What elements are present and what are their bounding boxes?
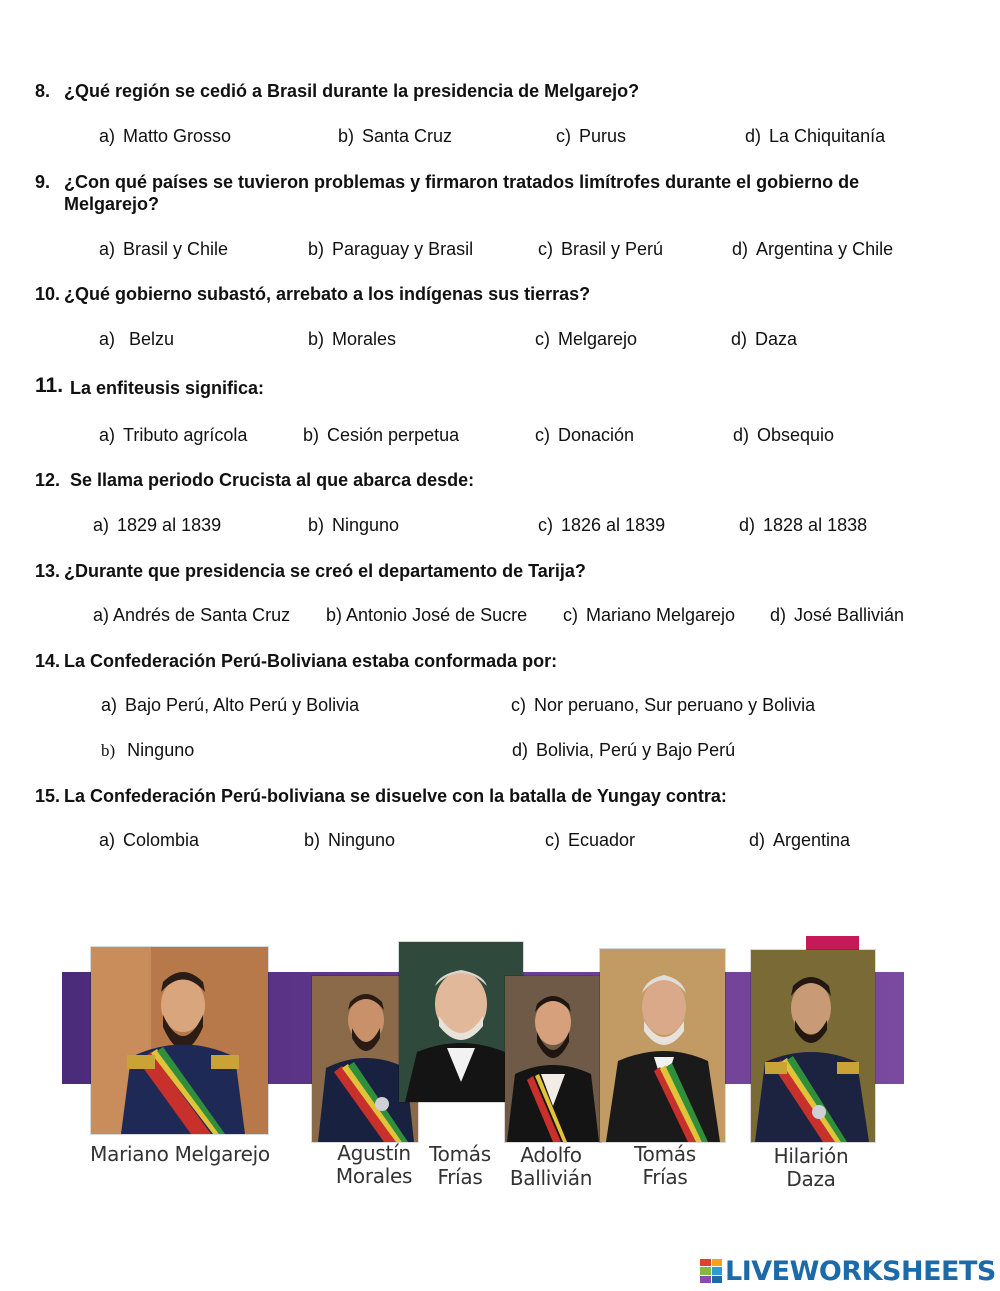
option-12a[interactable]: a) 1829 al 1839 <box>93 515 222 535</box>
liveworksheets-logo-icon <box>700 1259 722 1283</box>
question-text: ¿Qué región se cedió a Brasil durante la presidencia de Melgarejo? <box>64 81 640 101</box>
question-number: 11. <box>35 374 64 397</box>
question-text: ¿Qué gobierno subastó, arrebato a los indígenas sus tierras? <box>64 284 591 304</box>
liveworksheets-logo-text: LIVEWORKSHEETS <box>725 1255 996 1287</box>
option-9a[interactable]: a) Brasil y Chile <box>99 239 229 259</box>
option-14b[interactable]: b) Ninguno <box>101 740 195 760</box>
question-number: 8. <box>35 81 51 101</box>
option-8d[interactable]: d) La Chiquitanía <box>745 126 886 146</box>
option-15b[interactable]: b) Ninguno <box>304 830 396 850</box>
question-number: 9. <box>35 172 51 192</box>
option-13a[interactable]: a) Andrés de Santa Cruz <box>93 605 291 625</box>
caption-mariano-melgarejo: Mariano Melgarejo <box>90 1142 270 1166</box>
question-number: 13. <box>35 561 61 581</box>
option-10c[interactable]: c) Melgarejo <box>535 329 638 349</box>
option-12d[interactable]: d) 1828 al 1838 <box>739 515 868 535</box>
option-15a[interactable]: a) Colombia <box>99 830 200 850</box>
question-number: 10. <box>35 284 61 304</box>
question-text: ¿Durante que presidencia se creó el departamento de Tarija? <box>64 561 586 581</box>
caption-adolfo-ballivian: Adolfo Ballivián <box>509 1143 593 1190</box>
portrait-tomas-frias-2 <box>600 949 725 1142</box>
question-text: La Confederación Perú-boliviana se disuelve con la batalla de Yungay contra: <box>64 786 727 806</box>
option-14a[interactable]: a) Bajo Perú, Alto Perú y Bolivia <box>101 695 360 715</box>
option-14c[interactable]: c) Nor peruano, Sur peruano y Bolivia <box>511 695 816 715</box>
question-number: 12. <box>35 470 61 490</box>
caption-tomas-frias-2: Tomás Frías <box>634 1142 696 1189</box>
liveworksheets-logo[interactable] <box>700 1256 996 1286</box>
option-8b[interactable]: b) Santa Cruz <box>338 126 453 146</box>
caption-agustin-morales: Agustín Morales <box>335 1141 413 1188</box>
caption-hilarion-daza: Hilarión Daza <box>773 1144 849 1191</box>
question-text: La Confederación Perú-Boliviana estaba conformada por: <box>64 651 558 671</box>
portrait-hilarion-daza <box>751 950 875 1142</box>
question-number: 14. <box>35 651 61 671</box>
caption-tomas-frias-1: Tomás Frías <box>429 1142 491 1189</box>
portrait-mariano-melgarejo <box>91 947 268 1134</box>
option-10a[interactable]: a) Belzu <box>99 329 175 349</box>
option-11a[interactable]: a) Tributo agrícola <box>99 425 248 445</box>
option-15c[interactable]: c) Ecuador <box>545 830 636 850</box>
question-number: 15. <box>35 786 61 806</box>
option-13b[interactable]: b) Antonio José de Sucre <box>326 605 528 625</box>
option-8c[interactable]: c) Purus <box>556 126 627 146</box>
option-10b[interactable]: b) Morales <box>308 329 397 349</box>
option-13c[interactable]: c) Mariano Melgarejo <box>563 605 736 625</box>
option-12b[interactable]: b) Ninguno <box>308 515 400 535</box>
question-text: Se llama periodo Crucista al que abarca desde: <box>70 470 475 490</box>
option-14d[interactable]: d) Bolivia, Perú y Bajo Perú <box>512 740 736 760</box>
option-11b[interactable]: b) Cesión perpetua <box>303 425 460 445</box>
option-9c[interactable]: c) Brasil y Perú <box>538 239 664 259</box>
question-text: ¿Con qué países se tuvieron problemas y firmaron tratados limítrofes durante el gobierno de Melgarejo? <box>64 172 860 214</box>
option-10d[interactable]: d) Daza <box>731 329 798 349</box>
option-11d[interactable]: d) Obsequio <box>733 425 835 445</box>
option-9d[interactable]: d) Argentina y Chile <box>732 239 894 259</box>
option-11c[interactable]: c) Donación <box>535 425 635 445</box>
option-8a[interactable]: a) Matto Grosso <box>99 126 232 146</box>
option-13d[interactable]: d) José Ballivián <box>770 605 905 625</box>
portrait-adolfo-ballivian <box>505 976 601 1142</box>
option-12c[interactable]: c) 1826 al 1839 <box>538 515 666 535</box>
option-15d[interactable]: d) Argentina <box>749 830 851 850</box>
option-9b[interactable]: b) Paraguay y Brasil <box>308 239 474 259</box>
question-text: La enfiteusis significa: <box>70 378 265 398</box>
